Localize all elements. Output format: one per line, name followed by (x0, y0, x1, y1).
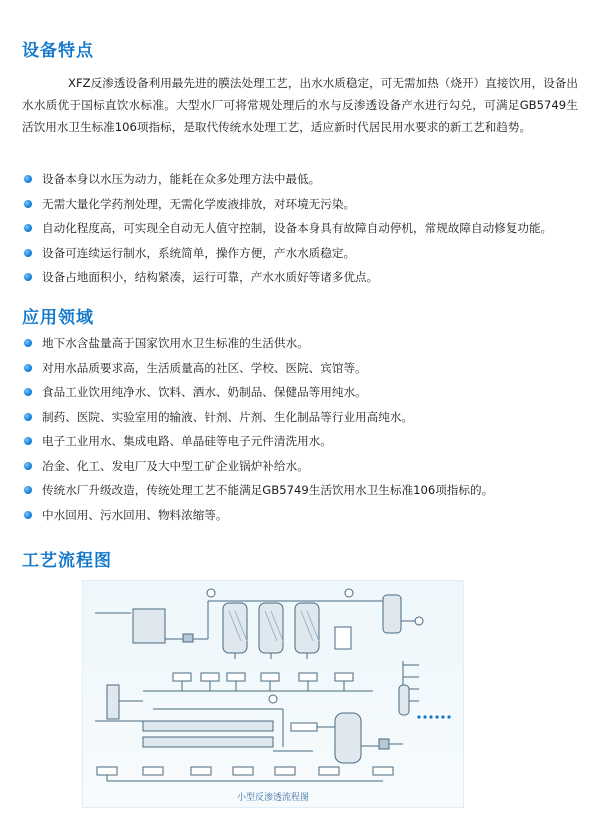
process-flow-diagram (82, 580, 464, 808)
sand-filter (223, 603, 247, 653)
brine-tank (335, 627, 351, 649)
application-item (22, 331, 493, 356)
bullet-icon (24, 200, 32, 208)
application-item-text: 中水回用、污水回用、物料浓缩等。 (42, 507, 228, 522)
bullet-icon (24, 486, 32, 494)
carbon-filter (259, 603, 283, 653)
bullet-icon (24, 339, 32, 347)
feature-item-text: 无需大量化学药剂处理，无需化学废液排放，对环境无污染。 (42, 196, 356, 211)
application-item (22, 503, 493, 528)
pressure-tank (399, 685, 409, 715)
product-water-tank (335, 713, 361, 763)
application-item (22, 454, 493, 479)
flow-diagram-drawing (83, 581, 465, 809)
bullet-icon (24, 224, 32, 232)
application-item-text: 传统水厂升级改造，传统处理工艺不能满足GB5749生活饮用水卫生标准106项指标的。 (42, 483, 494, 497)
bullet-icon (24, 462, 32, 470)
application-item-text: 对用水品质要求高，生活质量高的社区、学校、医院、宾馆等。 (42, 360, 367, 375)
applications-list (22, 331, 493, 527)
section-title-features: 设备特点 (22, 41, 94, 61)
feature-item (22, 241, 552, 266)
application-item-text: 食品工业饮用纯净水、饮料、酒水、奶制品、保健品等用纯水。 (42, 385, 367, 399)
feature-item (22, 265, 552, 290)
feature-item-text: 设备可连续运行制水，系统简单，操作方便，产水水质稳定。 (42, 245, 356, 260)
features-list (22, 167, 552, 290)
diagram-caption: 小型反渗透流程图 (236, 793, 309, 803)
feature-item-text: 设备占地面积小，结构紧凑，运行可靠，产水水质好等诸多优点。 (42, 270, 379, 284)
softener (295, 603, 319, 653)
bullet-icon (24, 273, 32, 281)
application-item-text: 电子工业用水、集成电路、单晶硅等电子元件清洗用水。 (42, 434, 332, 448)
section-title-applications: 应用领域 (22, 308, 94, 328)
bullet-icon (24, 364, 32, 372)
bullet-icon (24, 388, 32, 396)
application-item (22, 380, 493, 405)
bullet-icon (24, 413, 32, 421)
application-item (22, 356, 493, 381)
ro-membrane-2 (143, 737, 273, 747)
feature-item (22, 167, 552, 192)
application-item-text: 地下水含盐量高于国家饮用水卫生标准的生活供水。 (42, 336, 309, 350)
security-filter (383, 595, 401, 633)
application-item-text: 制药、医院、实验室用的输液、针剂、片剂、生化制品等行业用高纯水。 (42, 409, 414, 424)
bullet-icon (24, 511, 32, 519)
bullet-icon (24, 437, 32, 445)
application-item-text: 冶金、化工、发电厂及大中型工矿企业锅炉补给水。 (42, 458, 309, 473)
bullet-icon (24, 249, 32, 257)
ro-membrane-1 (143, 721, 273, 731)
feature-item-text: 自动化程度高，可实现全自动无人值守控制，设备本身具有故障自动停机，常规故障自动修复功能。 (42, 221, 553, 235)
raw-water-tank (133, 609, 165, 643)
feature-item (22, 216, 552, 241)
application-item (22, 429, 493, 454)
intro-paragraph: XFZ反渗透设备利用最先进的膜法处理工艺，出水水质稳定，可无需加热（烧开）直接饮用，设备出水水质优于国标直饮水标准。大型水厂可将常规处理后的水与反渗透设备产水进行勾兑，可满足GB5749生活饮用水卫生标准106项指标，是取代传统水处理工艺，适应新时代居民用水要求的新工艺和趋势。 (22, 76, 578, 134)
application-item (22, 405, 493, 430)
section-title-process: 工艺流程图 (22, 551, 112, 571)
high-pressure-pump (107, 685, 119, 719)
feature-item-text: 设备本身以水压为动力，能耗在众多处理方法中最低。 (42, 172, 321, 186)
application-item (22, 478, 493, 503)
bullet-icon (24, 175, 32, 183)
feature-item (22, 192, 552, 217)
